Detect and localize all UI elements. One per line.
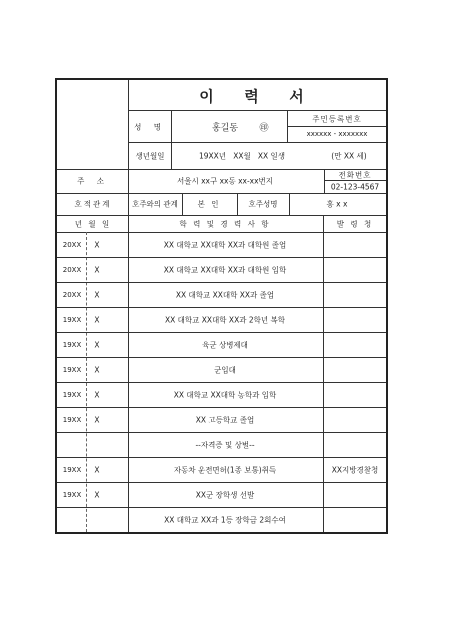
table-header-issuer: 발 령 청 — [336, 219, 374, 229]
name-label: 성 명 — [134, 122, 166, 132]
registry-div-1 — [128, 193, 129, 215]
row-year: 19XX — [62, 340, 82, 349]
row-record: XX군 장학생 선발 — [195, 490, 255, 499]
row-record: 군입대 — [214, 365, 236, 374]
row-year: 20XX — [62, 290, 82, 299]
address-label-divider — [128, 169, 129, 193]
table-row-line — [57, 432, 386, 433]
registry-label: 호적관계 — [74, 199, 112, 209]
row-month: X — [94, 490, 100, 499]
head-name-label: 호주성명 — [248, 199, 278, 209]
row-year: 19XX — [62, 465, 82, 474]
row-record: XX 고등학교 졸업 — [195, 415, 255, 424]
row-record: XX 대학교 XX대학 XX과 대학원 입학 — [163, 265, 287, 274]
resume-form — [55, 78, 388, 534]
registry-div-4 — [289, 193, 290, 215]
row-year: 19XX — [62, 365, 82, 374]
head-rel-label: 호주와의 관계 — [132, 199, 178, 209]
seal-mark: ㊞ — [259, 123, 269, 134]
row-record: 자동차 운전면허(1종 보통)취득 — [173, 465, 277, 474]
phone-value: 02-123-4567 — [330, 182, 380, 192]
row-month: X — [94, 465, 100, 474]
row-month: X — [94, 365, 100, 374]
row-month: X — [94, 340, 100, 349]
birth-label: 생년월일 — [135, 151, 165, 161]
row-record: XX 대학교 XX대학 농학과 입학 — [173, 390, 277, 399]
row-month: X — [94, 240, 100, 249]
table-header-date: 년 월 일 — [74, 219, 112, 229]
registry-div-2 — [182, 193, 183, 215]
row-record: XX 대학교 XX대학 XX과 졸업 — [175, 290, 275, 299]
title-char-3: 서 — [289, 87, 305, 106]
name-value: 홍길동 — [211, 123, 239, 134]
rrn-mid-line — [287, 126, 386, 127]
table-issuer-divider — [323, 215, 324, 532]
row-month: X — [94, 315, 100, 324]
address-label: 주 소 — [77, 176, 109, 186]
birth-value: 19XX년 XX월 XX 일생 — [198, 151, 286, 161]
name-label-divider — [171, 110, 172, 169]
table-row-line — [57, 457, 386, 458]
row-year: 20XX — [62, 240, 82, 249]
row-year: 19XX — [62, 315, 82, 324]
table-row-line — [57, 307, 386, 308]
row-year: 19XX — [62, 390, 82, 399]
table-header-bottom-line — [57, 232, 386, 233]
title-char-2: 력 — [244, 87, 260, 106]
registry-bottom-line — [57, 215, 386, 216]
phone-divider — [324, 169, 325, 193]
table-row-line — [57, 357, 386, 358]
birth-bottom-line — [57, 169, 386, 170]
table-row-line — [57, 332, 386, 333]
row-issuer: XX지방경찰청 — [331, 465, 379, 474]
table-row-line — [57, 507, 386, 508]
address-bottom-line — [57, 193, 386, 194]
table-row-line — [57, 282, 386, 283]
row-record: --자격증 및 상벌-- — [195, 440, 255, 449]
rrn-value: xxxxxx - xxxxxxx — [306, 130, 368, 138]
table-row-line — [57, 482, 386, 483]
age-value: (만 XX 세) — [331, 151, 367, 161]
row-year: 19XX — [62, 415, 82, 424]
row-record: XX 대학교 XX대학 XX과 대학원 졸업 — [163, 240, 287, 249]
table-row-line — [57, 382, 386, 383]
row-year: 20XX — [62, 265, 82, 274]
rrn-label: 주민등록번호 — [312, 114, 362, 124]
title-bottom-line — [128, 110, 386, 111]
name-bottom-line — [128, 142, 386, 143]
row-record: 육군 상병제대 — [202, 340, 248, 349]
table-row-line — [57, 257, 386, 258]
phone-label: 전화번호 — [338, 170, 372, 180]
table-row-line — [57, 407, 386, 408]
registry-div-3 — [237, 193, 238, 215]
row-month: X — [94, 290, 100, 299]
row-month: X — [94, 415, 100, 424]
head-name-value: 홍 x x — [326, 199, 348, 209]
address-value: 서울시 xx구 xx동 xx-xx번지 — [176, 176, 274, 186]
title-char-1: 이 — [199, 87, 215, 106]
table-header-record: 학 력 및 경 력 사 항 — [179, 219, 271, 229]
table-date-divider — [128, 215, 129, 532]
row-record: XX 대학교 XX대학 XX과 2학년 복학 — [165, 315, 285, 324]
row-record: XX 대학교 XX과 1등 장학금 2회수여 — [164, 515, 286, 524]
row-month: X — [94, 265, 100, 274]
row-month: X — [94, 390, 100, 399]
head-rel-value: 본 인 — [197, 199, 221, 209]
row-year: 19XX — [62, 490, 82, 499]
